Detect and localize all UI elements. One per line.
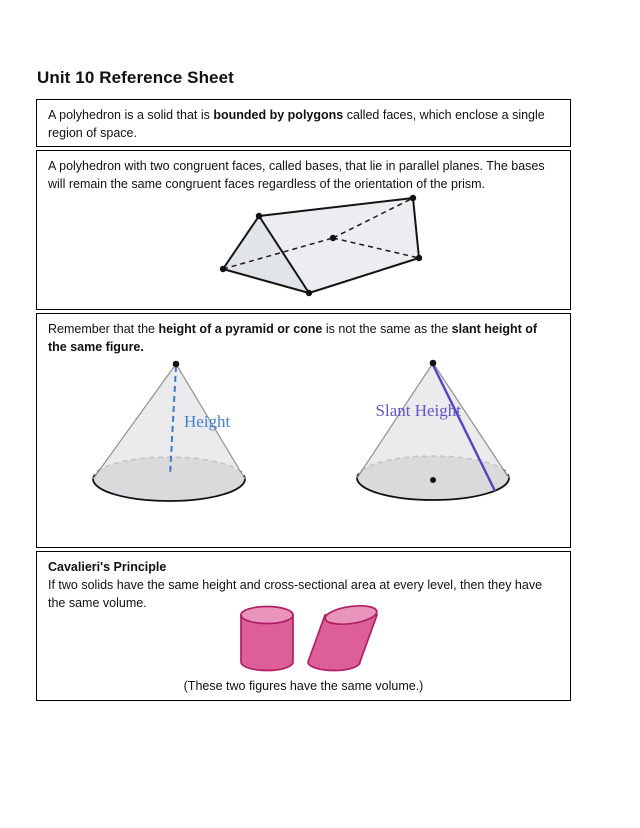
height-label: Height <box>184 412 231 431</box>
bold-run: bounded by polygons <box>213 108 344 122</box>
text-run: Remember that the <box>48 322 159 336</box>
height-slant-text <box>37 314 570 362</box>
text-run: A polyhedron is a solid that is <box>48 108 214 122</box>
cavalieri-box <box>36 551 571 701</box>
height-cone <box>93 361 245 501</box>
cavalieri-heading: Cavalieri's Principle <box>48 560 167 574</box>
text-run: called faces, which enclose a single region of space. <box>48 108 545 140</box>
page-title: Unit 10 Reference Sheet <box>37 68 234 87</box>
cylinders-caption: (These two figures have the same volume.) <box>183 679 424 693</box>
slant-height-cone <box>357 360 509 500</box>
prism-box <box>36 150 571 310</box>
bold-run: height of a pyramid or cone <box>158 322 323 336</box>
bold-run: slant height of the same figure. <box>48 322 538 354</box>
polyhedron-definition-box <box>36 99 571 147</box>
cavalieri-body: If two solids have the same height and cross-sectional area at every level, then they have the same volume. <box>48 578 543 610</box>
cone-base-center-dot <box>430 477 436 483</box>
height-slant-box <box>36 313 571 548</box>
oblique-cylinder <box>308 603 378 671</box>
polyhedron-definition-text <box>37 100 570 148</box>
cone-surface <box>93 364 245 501</box>
slant-height-label: Slant Height <box>375 401 461 420</box>
cavalieri-text <box>37 552 570 612</box>
prism-text: A polyhedron with two congruent faces, called bases, that lie in parallel planes. The bases will remain the same congruent faces regardless of the orientation of the prism. <box>48 159 545 191</box>
text-run: is not the same as the <box>322 322 452 336</box>
right-cylinder <box>241 607 293 671</box>
